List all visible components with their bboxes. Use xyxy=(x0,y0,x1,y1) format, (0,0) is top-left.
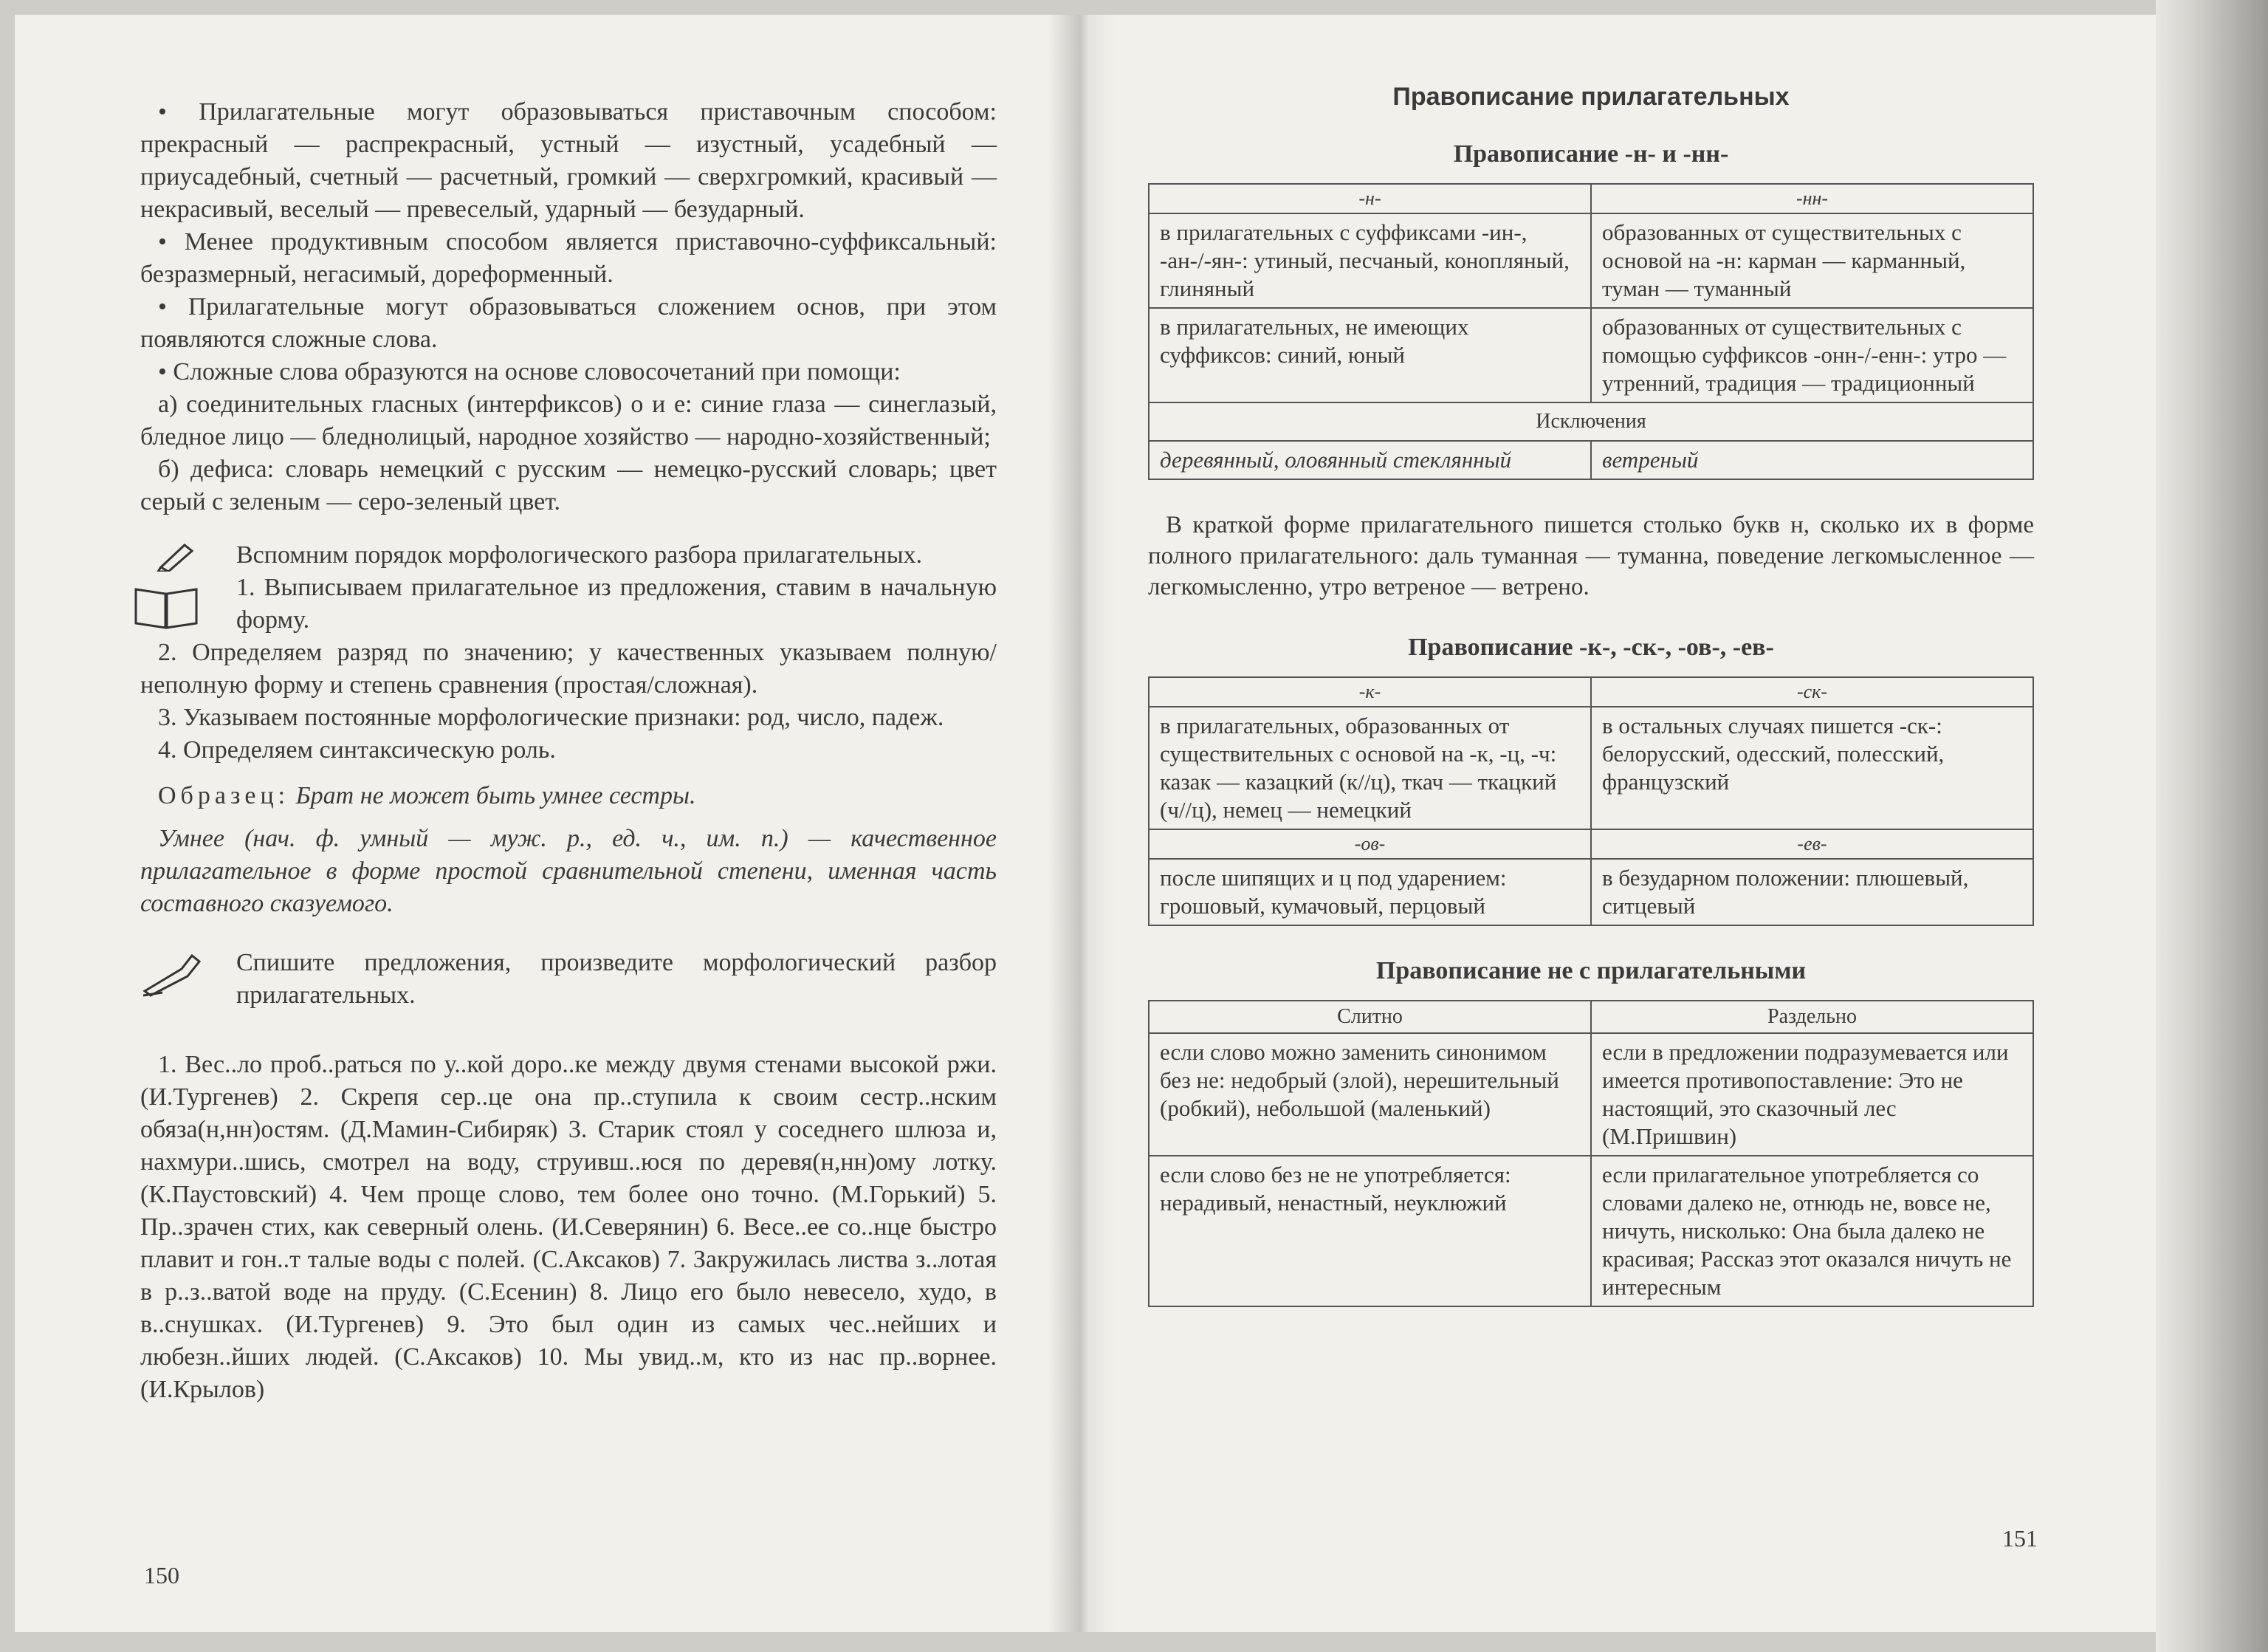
table-header-together: Слитно xyxy=(1149,1001,1591,1033)
sample-label: Образец: xyxy=(158,782,290,809)
book-gutter xyxy=(1048,15,1115,1632)
morph-step-4: 4. Определяем синтаксическую роль. xyxy=(158,736,556,764)
exceptions-label: Исключения xyxy=(1149,402,2033,441)
table-header-nn: -нн- xyxy=(1591,184,2033,213)
table-row xyxy=(1149,677,2033,707)
book-icon xyxy=(133,583,199,631)
table-header-sk: -ск- xyxy=(1591,677,2033,707)
table-header-ov: -ов- xyxy=(1149,829,1591,859)
ne-table xyxy=(1148,1000,2034,1307)
ne-section-heading: Правописание не с прилагательными xyxy=(1375,957,1807,984)
pen-icon xyxy=(155,539,199,572)
table-row xyxy=(1149,1033,2033,1156)
morph-step-2: 2. Определяем разряд по значению; у качественных указываем полную/неполную форму и степень сравнения (простая/сложная). xyxy=(140,639,997,699)
table-row xyxy=(1149,441,2033,479)
table-cell: в остальных случаях пишется -ск-: белорусский, одесский, полесский, французский xyxy=(1591,707,2033,829)
page-title: Правописание прилагательных xyxy=(1392,83,1790,111)
table-row xyxy=(1149,859,2033,925)
paragraph-compound-words: • Сложные слова образуются на основе словосочетаний при помощи: xyxy=(158,358,901,385)
table-cell: если слово можно заменить синонимом без не: недобрый (злой), нерешительный (робкий), небольшой (маленький) xyxy=(1149,1033,1591,1156)
page-edges xyxy=(2156,0,2268,1652)
table-cell: в прилагательных с суффиксами -ин-, -ан-/-ян-: утиный, песчаный, конопляный, глиняный xyxy=(1149,213,1591,308)
paragraph-hyphen: б) дефиса: словарь немецкий с русским — немецко-русский словарь; цвет серый с зеленым — серо-зеленый цвет. xyxy=(140,456,997,515)
table-row xyxy=(1149,829,2033,859)
table-header-n: -н- xyxy=(1149,184,1591,213)
table-row xyxy=(1149,1001,2033,1033)
left-page-content xyxy=(140,96,997,1406)
table-cell: в прилагательных, не имеющих суффиксов: синий, юный xyxy=(1149,308,1591,402)
table-row xyxy=(1149,308,2033,402)
table-cell: если прилагательное употребляется со словами далеко не, отнюдь не, вовсе не, ничуть, нисколько: Она была далеко не красивая; Рассказ этот оказался ничуть не интересным xyxy=(1591,1156,2033,1306)
sample-analysis: Умнее (нач. ф. умный — муж. р., ед. ч., им. п.) — качественное прилагательное в форме простой сравнительной степени, именная часть составного сказуемого. xyxy=(140,825,997,917)
table-cell: после шипящих и ц под ударением: грошовый, кумачовый, перцовый xyxy=(1149,859,1591,925)
page-number-left: 150 xyxy=(144,1562,179,1588)
table-row xyxy=(1149,213,2033,308)
k-sk-section-heading: Правописание -к-, -ск-, -ов-, -ев- xyxy=(1408,634,1774,661)
table-header-ev: -ев- xyxy=(1591,829,2033,859)
table-cell: образованных от существительных с основой на -н: карман — карманный, туман — туманный xyxy=(1591,213,2033,308)
paragraph-prefix-suffix-formation: • Менее продуктивным способом является приставочно-суффиксальный: безразмерный, негасимый, дореформенный. xyxy=(140,228,997,288)
table-cell: образованных от существительных с помощью суффиксов -онн-/-енн-: утро — утренний, традиция — традиционный xyxy=(1591,308,2033,402)
morph-step-1: 1. Выписываем прилагательное из предложения, ставим в начальную форму. xyxy=(236,574,997,634)
table-row xyxy=(1149,707,2033,829)
nn-table xyxy=(1148,183,2034,480)
exercise-task-block xyxy=(140,947,997,1012)
table-cell: в безударном положении: плюшевый, ситцевый xyxy=(1591,859,2033,925)
paragraph-compound-formation: • Прилагательные могут образовываться сложением основ, при этом появляются сложные слова. xyxy=(140,293,997,353)
table-cell: в прилагательных, образованных от существительных с основой на -к, -ц, -ч: казак — казацкий (к//ц), ткач — ткацкий (ч//ц), немец — немецкий xyxy=(1149,707,1591,829)
table-header-separate: Раздельно xyxy=(1591,1001,2033,1033)
morph-analysis-block xyxy=(140,539,997,637)
morph-intro: Вспомним порядок морфологического разбора прилагательных. xyxy=(236,541,923,569)
page-number-right: 151 xyxy=(2002,1525,2038,1552)
table-cell: деревянный, оловянный стеклянный xyxy=(1149,441,1591,479)
writing-hand-icon xyxy=(140,947,214,998)
table-row xyxy=(1149,402,2033,441)
paragraph-prefix-formation: • Прилагательные могут образовываться приставочным способом: прекрасный — распрекрасный, устный — изустный, усадебный — приусадебный, счетный — расчетный, громкий — сверхгромкий, красивый — некрасивый, веселый — превеселый, ударный — безударный. xyxy=(140,98,997,223)
table-row xyxy=(1149,1156,2033,1306)
sample-sentence: Брат не может быть умнее сестры. xyxy=(295,782,696,809)
exercise-task: Спишите предложения, произведите морфологический разбор прилагательных. xyxy=(236,949,997,1009)
k-sk-table xyxy=(1148,676,2034,926)
sample-line xyxy=(140,780,997,812)
right-page-content xyxy=(1148,81,2034,1307)
table-cell: ветреный xyxy=(1591,441,2033,479)
table-header-k: -к- xyxy=(1149,677,1591,707)
morph-step-3: 3. Указываем постоянные морфологические признаки: род, число, падеж. xyxy=(158,704,944,731)
exercise-text: 1. Вес..ло проб..раться по у..кой доро..ке между двумя стенами высокой ржи. (И.Тургенев) 2. Скрепя сер..це она пр..ступила к своим сестр..нским обяза(н,нн)остям. (Д.Мамин-Сибиряк) 3. Старик стоял у соседнего шлюза и, нахмури..шись, смотрел на воду, струивш..юся по деревя(н,нн)ому лотку. (К.Паустовский) 4. Чем проще слово, тем более оно точно. (М.Горький) 5. Пр..зрачен стих, как северный олень. (И.Северянин) 6. Весе..ее со..нце быстро плавит и гон..т талые воды с полей. (С.Аксаков) 7. Закружилась листва з..лотая в р..з..ватой воде на пруду. (С.Есенин) 8. Лицо его было невесело, худо, в в..снушках. (И.Тургенев) 9. Это был один из самых чес..нейших и любезн..йших людей. (С.Аксаков) 10. Мы увид..м, кто из нас пр..ворнее. (И.Крылов) xyxy=(140,1051,997,1403)
table-cell: если в предложении подразумевается или имеется противопоставление: Это не настоящий, это сказочный лес (М.Пришвин) xyxy=(1591,1033,2033,1156)
nn-section-heading: Правописание -н- и -нн- xyxy=(1453,140,1729,168)
paragraph-interfix: а) соединительных гласных (интерфиксов) о и е: синие глаза — синеглазый, бледное лицо — бледнолицый, народное хозяйство — народно-хозяйственный; xyxy=(140,391,997,450)
short-form-text: В краткой форме прилагательного пишется столько букв н, сколько их в форме полного прилагательного: даль туманная — туманна, поведение легкомысленное — легкомысленно, утро ветреное — ветрено. xyxy=(1148,512,2034,600)
table-cell: если слово без не не употребляется: нерадивый, ненастный, неуклюжий xyxy=(1149,1156,1591,1306)
table-row xyxy=(1149,184,2033,213)
